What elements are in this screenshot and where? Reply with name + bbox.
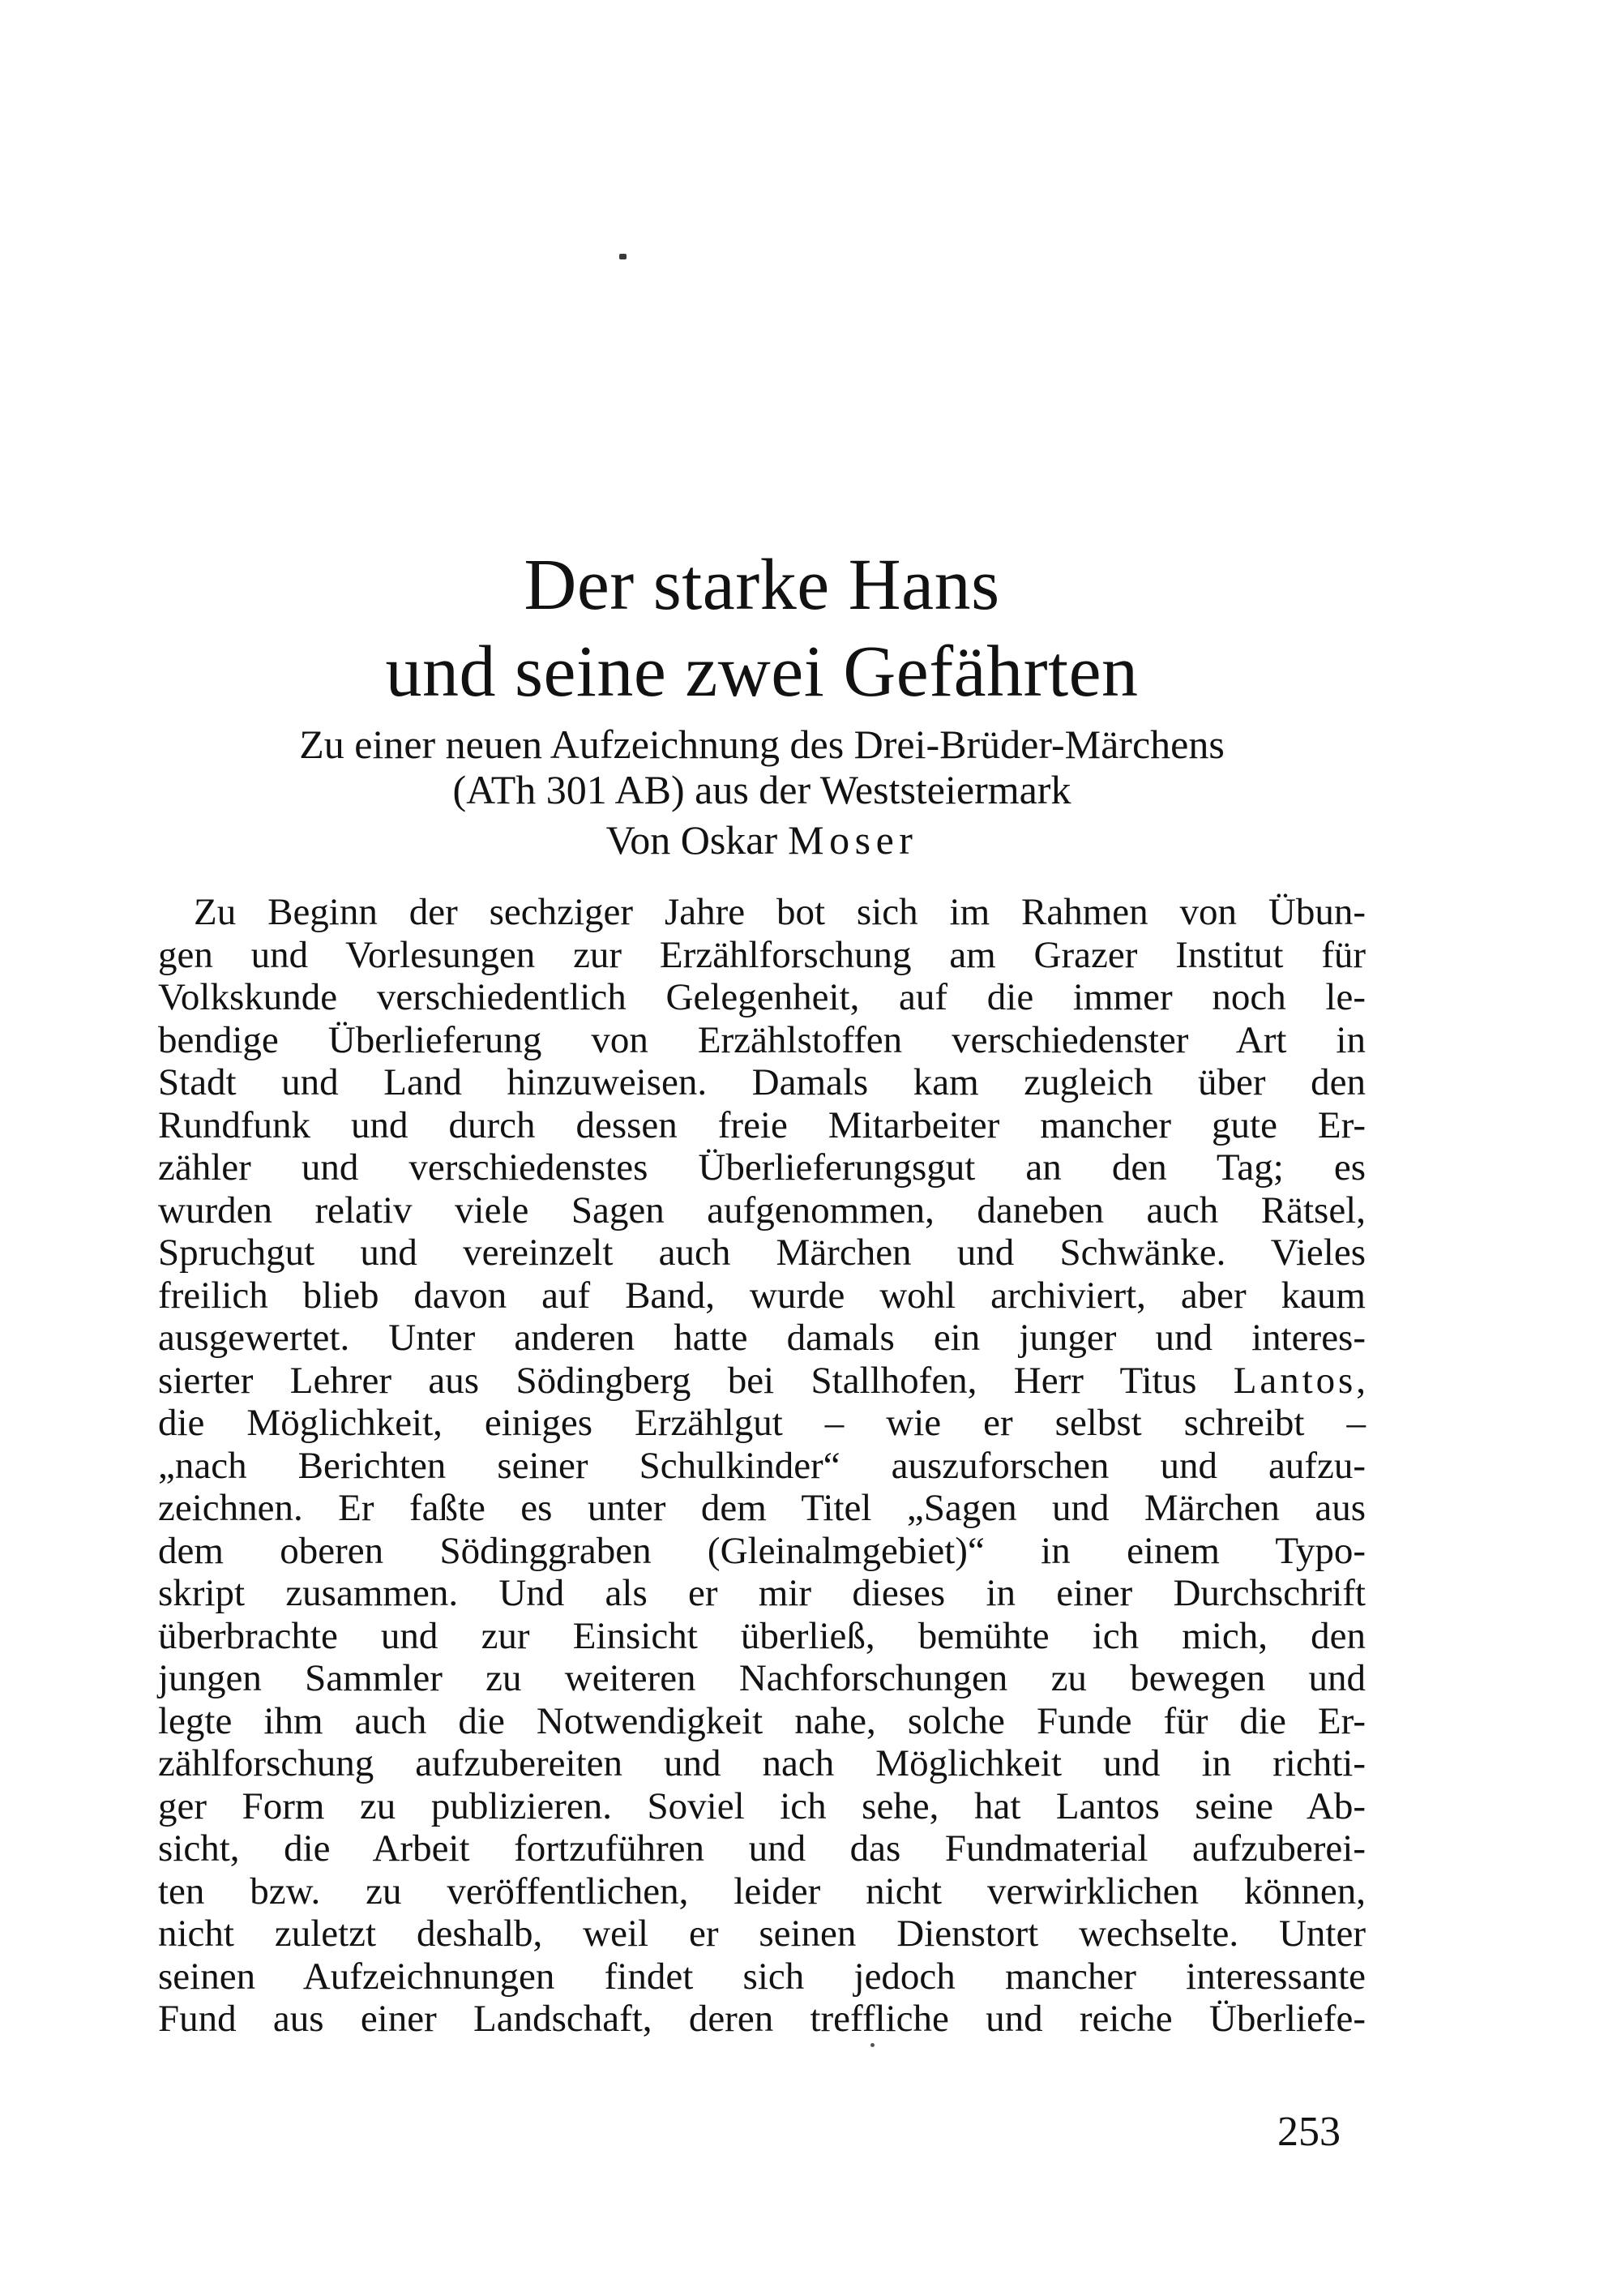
title-line-2: und seine zwei Gefährten <box>385 632 1139 712</box>
body-line: „nach Berichten seiner Schulkinder“ auszuforschen und aufzu- <box>158 1444 1366 1487</box>
subtitle-line-1: Zu einer neuen Aufzeichnung des Drei-Brüder-Märchens <box>299 722 1225 767</box>
byline-prefix: Von Oskar <box>605 817 778 863</box>
article-subtitle <box>158 722 1366 812</box>
body-line: Volkskunde verschiedentlich Gelegenheit, auf die immer noch le- <box>158 976 1366 1018</box>
body-line: dem oberen Södinggraben (Gleinalmgebiet)“ in einem Typo- <box>158 1529 1366 1572</box>
body-line: freilich blieb davon auf Band, wurde wohl archiviert, aber kaum <box>158 1274 1366 1317</box>
body-line: wurden relativ viele Sagen aufgenommen, daneben auch Rätsel, <box>158 1189 1366 1232</box>
page-number: 253 <box>1277 2109 1341 2155</box>
body-line: seinen Aufzeichnungen findet sich jedoch mancher interessante <box>158 1955 1366 1998</box>
body-line: nicht zuletzt deshalb, weil er seinen Dienstort wechselte. Unter <box>158 1913 1366 1955</box>
body-line: jungen Sammler zu weiteren Nachforschungen zu bewegen und <box>158 1657 1366 1699</box>
body-line: ger Form zu publizieren. Soviel ich sehe, hat Lantos seine Ab- <box>158 1784 1366 1827</box>
body-line: Stadt und Land hinzuweisen. Damals kam zugleich über den <box>158 1061 1366 1103</box>
body-line: ten bzw. zu veröffentlichen, leider nicht verwirklichen können, <box>158 1870 1366 1913</box>
body-line: zählforschung aufzubereiten und nach Möglichkeit und in richti- <box>158 1742 1366 1784</box>
body-line: gen und Vorlesungen zur Erzählforschung am Grazer Institut für <box>158 933 1366 976</box>
body-line: Fund aus einer Landschaft, deren treffliche und reiche Überliefe- <box>158 1998 1366 2040</box>
scan-speck-bottom <box>870 2043 875 2047</box>
body-line: Zu Beginn der sechziger Jahre bot sich im Rahmen von Übun- <box>194 891 1366 933</box>
body-line: legte ihm auch die Notwendigkeit nahe, solche Funde für die Er- <box>158 1699 1366 1742</box>
body-line: zähler und verschiedenstes Überlieferungsgut an den Tag; es <box>158 1146 1366 1189</box>
body-line: sicht, die Arbeit fortzuführen und das Fundmaterial aufzuberei- <box>158 1827 1366 1870</box>
body-line: überbrachte und zur Einsicht überließ, bemühte ich mich, den <box>158 1614 1366 1657</box>
body-line: sierter Lehrer aus Södingberg bei Stallhofen, Herr Titus L a n t o s , <box>158 1359 1366 1402</box>
subtitle-line-2: (ATh 301 AB) aus der Weststeiermark <box>452 767 1071 812</box>
title-line-1: Der starke Hans <box>524 545 1000 625</box>
article-byline <box>158 817 1366 863</box>
body-line: Rundfunk und durch dessen freie Mitarbeiter mancher gute Er- <box>158 1103 1366 1146</box>
body-line: zeichnen. Er faßte es unter dem Titel „Sagen und Märchen aus <box>158 1487 1366 1529</box>
body-line: bendige Überlieferung von Erzählstoffen verschiedenster Art in <box>158 1018 1366 1061</box>
body-line: Spruchgut und vereinzelt auch Märchen und Schwänke. Vieles <box>158 1232 1366 1274</box>
body-line: ausgewertet. Unter anderen hatte damals ein junger und interes- <box>158 1317 1366 1359</box>
scan-speck-top <box>619 254 627 259</box>
byline-author-name: Moser <box>788 817 918 863</box>
body-line: die Möglichkeit, einiges Erzählgut – wie er selbst schreibt – <box>158 1402 1366 1444</box>
body-paragraph <box>158 891 1366 2041</box>
body-line: skript zusammen. Und als er mir dieses in einer Durchschrift <box>158 1572 1366 1614</box>
article-title <box>158 542 1366 715</box>
